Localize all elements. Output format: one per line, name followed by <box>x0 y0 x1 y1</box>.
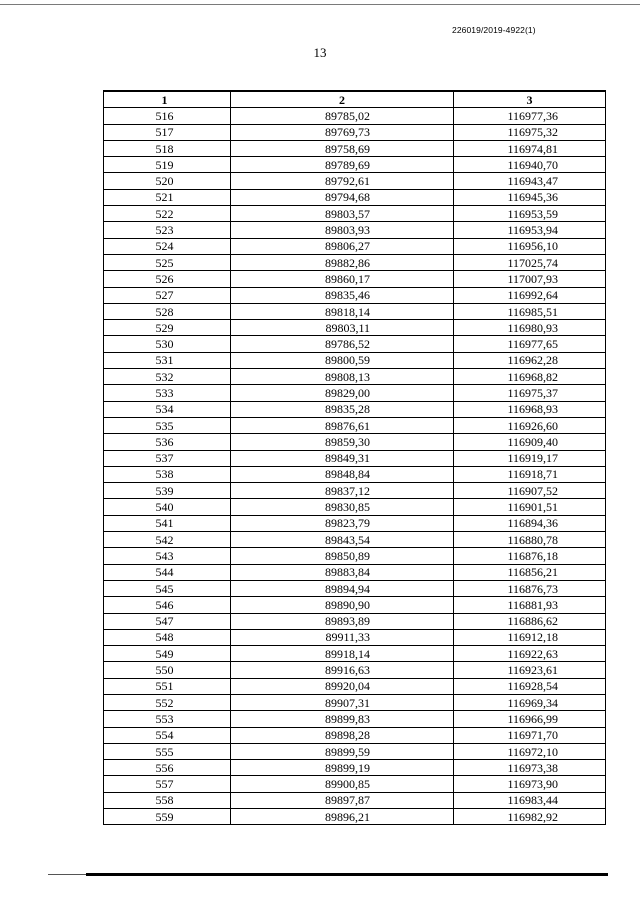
table-row <box>104 124 606 140</box>
table-row <box>104 792 606 808</box>
table-row <box>104 711 606 727</box>
table-row <box>104 271 606 287</box>
x-coordinate-cell: 89859,30 <box>231 434 454 450</box>
y-coordinate-cell: 116969,34 <box>454 694 606 710</box>
column-header-3: 3 <box>454 91 606 108</box>
point-number-cell: 541 <box>104 515 231 531</box>
table-row <box>104 434 606 450</box>
x-coordinate-cell: 89894,94 <box>231 580 454 596</box>
x-coordinate-cell: 89800,59 <box>231 352 454 368</box>
x-coordinate-cell: 89911,33 <box>231 629 454 645</box>
x-coordinate-cell: 89803,11 <box>231 320 454 336</box>
table-header <box>104 91 606 108</box>
point-number-cell: 532 <box>104 369 231 385</box>
table-row <box>104 694 606 710</box>
column-header-2: 2 <box>231 91 454 108</box>
y-coordinate-cell: 116901,51 <box>454 499 606 515</box>
point-number-cell: 553 <box>104 711 231 727</box>
table-row <box>104 385 606 401</box>
y-coordinate-cell: 116880,78 <box>454 532 606 548</box>
y-coordinate-cell: 116918,71 <box>454 466 606 482</box>
y-coordinate-cell: 116982,92 <box>454 809 606 825</box>
point-number-cell: 542 <box>104 532 231 548</box>
x-coordinate-cell: 89835,46 <box>231 287 454 303</box>
table-row <box>104 140 606 156</box>
table-row <box>104 678 606 694</box>
y-coordinate-cell: 116968,82 <box>454 369 606 385</box>
point-number-cell: 550 <box>104 662 231 678</box>
y-coordinate-cell: 116971,70 <box>454 727 606 743</box>
table-row <box>104 450 606 466</box>
y-coordinate-cell: 116983,44 <box>454 792 606 808</box>
table-row <box>104 466 606 482</box>
table-row <box>104 809 606 825</box>
x-coordinate-cell: 89786,52 <box>231 336 454 352</box>
table-row <box>104 173 606 189</box>
x-coordinate-cell: 89806,27 <box>231 238 454 254</box>
y-coordinate-cell: 116977,65 <box>454 336 606 352</box>
table-row <box>104 254 606 270</box>
table-row <box>104 597 606 613</box>
x-coordinate-cell: 89835,28 <box>231 401 454 417</box>
y-coordinate-cell: 116973,38 <box>454 760 606 776</box>
point-number-cell: 558 <box>104 792 231 808</box>
point-number-cell: 551 <box>104 678 231 694</box>
point-number-cell: 520 <box>104 173 231 189</box>
point-number-cell: 533 <box>104 385 231 401</box>
x-coordinate-cell: 89883,84 <box>231 564 454 580</box>
table-row <box>104 760 606 776</box>
x-coordinate-cell: 89897,87 <box>231 792 454 808</box>
y-coordinate-cell: 116876,18 <box>454 548 606 564</box>
point-number-cell: 559 <box>104 809 231 825</box>
x-coordinate-cell: 89848,84 <box>231 466 454 482</box>
point-number-cell: 528 <box>104 303 231 319</box>
table-row <box>104 613 606 629</box>
x-coordinate-cell: 89823,79 <box>231 515 454 531</box>
y-coordinate-cell: 116953,59 <box>454 206 606 222</box>
x-coordinate-cell: 89794,68 <box>231 189 454 205</box>
table-row <box>104 727 606 743</box>
y-coordinate-cell: 116912,18 <box>454 629 606 645</box>
y-coordinate-cell: 116894,36 <box>454 515 606 531</box>
y-coordinate-cell: 116943,47 <box>454 173 606 189</box>
table-row <box>104 206 606 222</box>
column-header-1: 1 <box>104 91 231 108</box>
x-coordinate-cell: 89829,00 <box>231 385 454 401</box>
x-coordinate-cell: 89916,63 <box>231 662 454 678</box>
point-number-cell: 519 <box>104 157 231 173</box>
point-number-cell: 537 <box>104 450 231 466</box>
y-coordinate-cell: 116992,64 <box>454 287 606 303</box>
point-number-cell: 523 <box>104 222 231 238</box>
y-coordinate-cell: 116962,28 <box>454 352 606 368</box>
x-coordinate-cell: 89830,85 <box>231 499 454 515</box>
x-coordinate-cell: 89893,89 <box>231 613 454 629</box>
y-coordinate-cell: 116909,40 <box>454 434 606 450</box>
table-row <box>104 564 606 580</box>
point-number-cell: 516 <box>104 108 231 124</box>
table-row <box>104 401 606 417</box>
y-coordinate-cell: 116923,61 <box>454 662 606 678</box>
point-number-cell: 552 <box>104 694 231 710</box>
point-number-cell: 548 <box>104 629 231 645</box>
point-number-cell: 521 <box>104 189 231 205</box>
table-row <box>104 320 606 336</box>
table-body <box>104 108 606 825</box>
y-coordinate-cell: 116945,36 <box>454 189 606 205</box>
x-coordinate-cell: 89899,59 <box>231 743 454 759</box>
point-number-cell: 527 <box>104 287 231 303</box>
point-number-cell: 536 <box>104 434 231 450</box>
x-coordinate-cell: 89808,13 <box>231 369 454 385</box>
point-number-cell: 557 <box>104 776 231 792</box>
table-row <box>104 483 606 499</box>
table-row <box>104 189 606 205</box>
y-coordinate-cell: 116956,10 <box>454 238 606 254</box>
x-coordinate-cell: 89850,89 <box>231 548 454 564</box>
table-row <box>104 580 606 596</box>
x-coordinate-cell: 89803,93 <box>231 222 454 238</box>
x-coordinate-cell: 89899,19 <box>231 760 454 776</box>
x-coordinate-cell: 89898,28 <box>231 727 454 743</box>
x-coordinate-cell: 89789,69 <box>231 157 454 173</box>
table-row <box>104 662 606 678</box>
point-number-cell: 517 <box>104 124 231 140</box>
point-number-cell: 554 <box>104 727 231 743</box>
table-row <box>104 548 606 564</box>
point-number-cell: 556 <box>104 760 231 776</box>
y-coordinate-cell: 116922,63 <box>454 646 606 662</box>
point-number-cell: 524 <box>104 238 231 254</box>
y-coordinate-cell: 116907,52 <box>454 483 606 499</box>
y-coordinate-cell: 116975,32 <box>454 124 606 140</box>
table-header-row <box>104 91 606 108</box>
coordinates-table <box>103 90 606 825</box>
x-coordinate-cell: 89785,02 <box>231 108 454 124</box>
point-number-cell: 534 <box>104 401 231 417</box>
point-number-cell: 525 <box>104 254 231 270</box>
y-coordinate-cell: 116975,37 <box>454 385 606 401</box>
point-number-cell: 540 <box>104 499 231 515</box>
x-coordinate-cell: 89849,31 <box>231 450 454 466</box>
table-row <box>104 532 606 548</box>
x-coordinate-cell: 89758,69 <box>231 140 454 156</box>
x-coordinate-cell: 89818,14 <box>231 303 454 319</box>
y-coordinate-cell: 116966,99 <box>454 711 606 727</box>
y-coordinate-cell: 116972,10 <box>454 743 606 759</box>
table-row <box>104 369 606 385</box>
point-number-cell: 526 <box>104 271 231 287</box>
y-coordinate-cell: 116980,93 <box>454 320 606 336</box>
x-coordinate-cell: 89900,85 <box>231 776 454 792</box>
bottom-rule <box>86 873 608 876</box>
y-coordinate-cell: 116953,94 <box>454 222 606 238</box>
y-coordinate-cell: 116974,81 <box>454 140 606 156</box>
x-coordinate-cell: 89876,61 <box>231 417 454 433</box>
point-number-cell: 518 <box>104 140 231 156</box>
table-row <box>104 238 606 254</box>
table-row <box>104 303 606 319</box>
point-number-cell: 531 <box>104 352 231 368</box>
table-row <box>104 157 606 173</box>
table-row <box>104 629 606 645</box>
x-coordinate-cell: 89769,73 <box>231 124 454 140</box>
y-coordinate-cell: 116881,93 <box>454 597 606 613</box>
x-coordinate-cell: 89837,12 <box>231 483 454 499</box>
point-number-cell: 549 <box>104 646 231 662</box>
point-number-cell: 522 <box>104 206 231 222</box>
table-row <box>104 108 606 124</box>
point-number-cell: 547 <box>104 613 231 629</box>
y-coordinate-cell: 116928,54 <box>454 678 606 694</box>
table-row <box>104 417 606 433</box>
x-coordinate-cell: 89792,61 <box>231 173 454 189</box>
y-coordinate-cell: 117025,74 <box>454 254 606 270</box>
y-coordinate-cell: 116985,51 <box>454 303 606 319</box>
top-rule <box>0 4 640 5</box>
point-number-cell: 544 <box>104 564 231 580</box>
point-number-cell: 545 <box>104 580 231 596</box>
point-number-cell: 538 <box>104 466 231 482</box>
table-row <box>104 352 606 368</box>
x-coordinate-cell: 89920,04 <box>231 678 454 694</box>
table-row <box>104 646 606 662</box>
x-coordinate-cell: 89860,17 <box>231 271 454 287</box>
y-coordinate-cell: 116919,17 <box>454 450 606 466</box>
table-row <box>104 776 606 792</box>
table-row <box>104 336 606 352</box>
bottom-rule-thin <box>48 874 88 875</box>
point-number-cell: 543 <box>104 548 231 564</box>
table-row <box>104 743 606 759</box>
point-number-cell: 546 <box>104 597 231 613</box>
table-row <box>104 499 606 515</box>
x-coordinate-cell: 89843,54 <box>231 532 454 548</box>
point-number-cell: 555 <box>104 743 231 759</box>
x-coordinate-cell: 89882,86 <box>231 254 454 270</box>
x-coordinate-cell: 89918,14 <box>231 646 454 662</box>
y-coordinate-cell: 116926,60 <box>454 417 606 433</box>
point-number-cell: 539 <box>104 483 231 499</box>
y-coordinate-cell: 116973,90 <box>454 776 606 792</box>
y-coordinate-cell: 117007,93 <box>454 271 606 287</box>
y-coordinate-cell: 116876,73 <box>454 580 606 596</box>
y-coordinate-cell: 116856,21 <box>454 564 606 580</box>
y-coordinate-cell: 116977,36 <box>454 108 606 124</box>
table-row <box>104 287 606 303</box>
point-number-cell: 529 <box>104 320 231 336</box>
y-coordinate-cell: 116968,93 <box>454 401 606 417</box>
x-coordinate-cell: 89896,21 <box>231 809 454 825</box>
y-coordinate-cell: 116886,62 <box>454 613 606 629</box>
table-row <box>104 222 606 238</box>
x-coordinate-cell: 89890,90 <box>231 597 454 613</box>
table-row <box>104 515 606 531</box>
point-number-cell: 535 <box>104 417 231 433</box>
x-coordinate-cell: 89907,31 <box>231 694 454 710</box>
document-id: 226019/2019-4922(1) <box>452 25 536 35</box>
y-coordinate-cell: 116940,70 <box>454 157 606 173</box>
x-coordinate-cell: 89899,83 <box>231 711 454 727</box>
page-number: 13 <box>313 45 327 60</box>
x-coordinate-cell: 89803,57 <box>231 206 454 222</box>
point-number-cell: 530 <box>104 336 231 352</box>
